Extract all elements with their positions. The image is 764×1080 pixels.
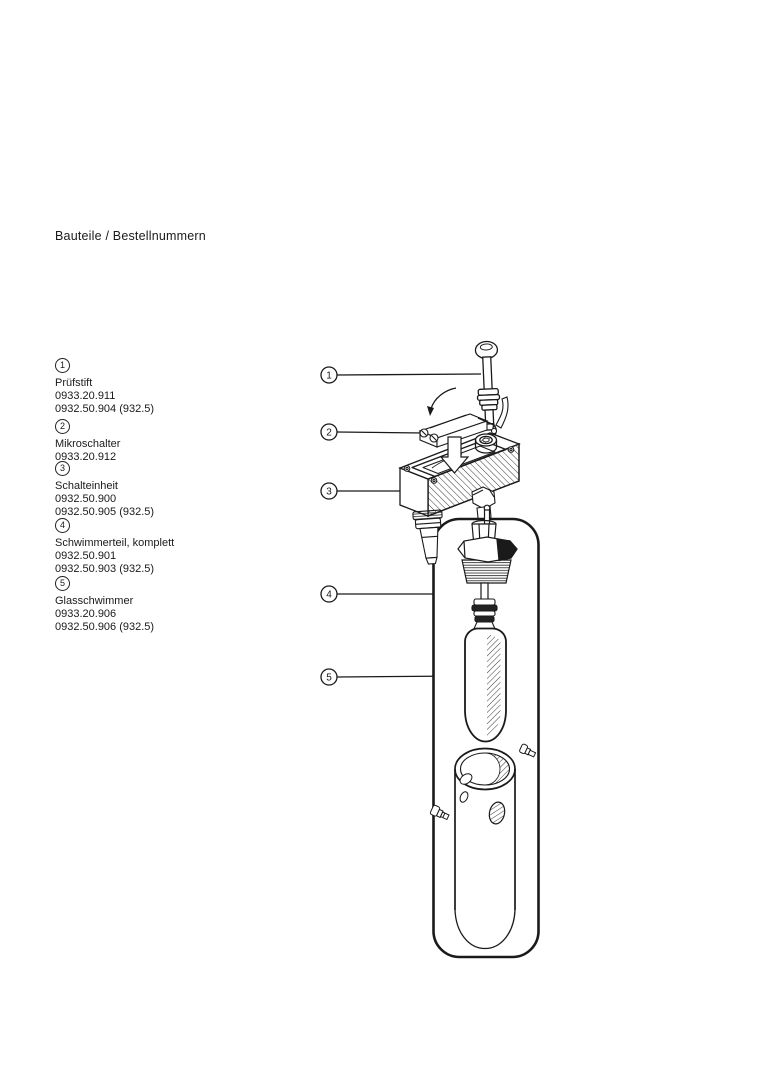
part-order-number: 0932.50.900 [55, 493, 117, 505]
rotation-arrow-icon [427, 388, 456, 416]
part-number-badge: 2 [55, 419, 70, 434]
part-name: Schalteinheit [55, 480, 118, 492]
page-title: Bauteile / Bestellnummern [55, 229, 206, 243]
part-order-number: 0932.50.905 (932.5) [55, 506, 155, 518]
part-number-badge: 4 [55, 518, 70, 533]
part-number-badge: 5 [55, 576, 70, 591]
callout-label-4: 4 [326, 589, 332, 601]
part-name: Schwimmerteil, komplett [55, 537, 175, 549]
part-order-number: 0933.20.911 [55, 390, 116, 402]
part-order-number: 0933.20.906 [55, 608, 117, 620]
callout-label-1: 1 [326, 370, 332, 382]
glass-float [465, 629, 506, 742]
part-name: Mikroschalter [55, 438, 121, 450]
float-neck-connector [472, 599, 497, 631]
part-name: Glasschwimmer [55, 595, 134, 607]
part-number-badge: 3 [55, 461, 70, 476]
part-order-number: 0932.50.901 [55, 550, 117, 562]
part-order-number: 0932.50.906 (932.5) [55, 621, 155, 633]
callout-label-5: 5 [326, 672, 332, 684]
part-number-badge: 1 [55, 358, 70, 373]
part-name: Prüfstift [55, 377, 93, 389]
test-pin [475, 341, 501, 430]
part-order-number: 0932.50.904 (932.5) [55, 403, 155, 415]
part-order-number: 0932.50.903 (932.5) [55, 563, 155, 575]
hex-plug [472, 487, 495, 520]
callout-label-2: 2 [326, 427, 332, 439]
callout-label-3: 3 [326, 486, 332, 498]
part-order-number: 0933.20.912 [55, 451, 117, 463]
callout-markers [321, 367, 337, 685]
